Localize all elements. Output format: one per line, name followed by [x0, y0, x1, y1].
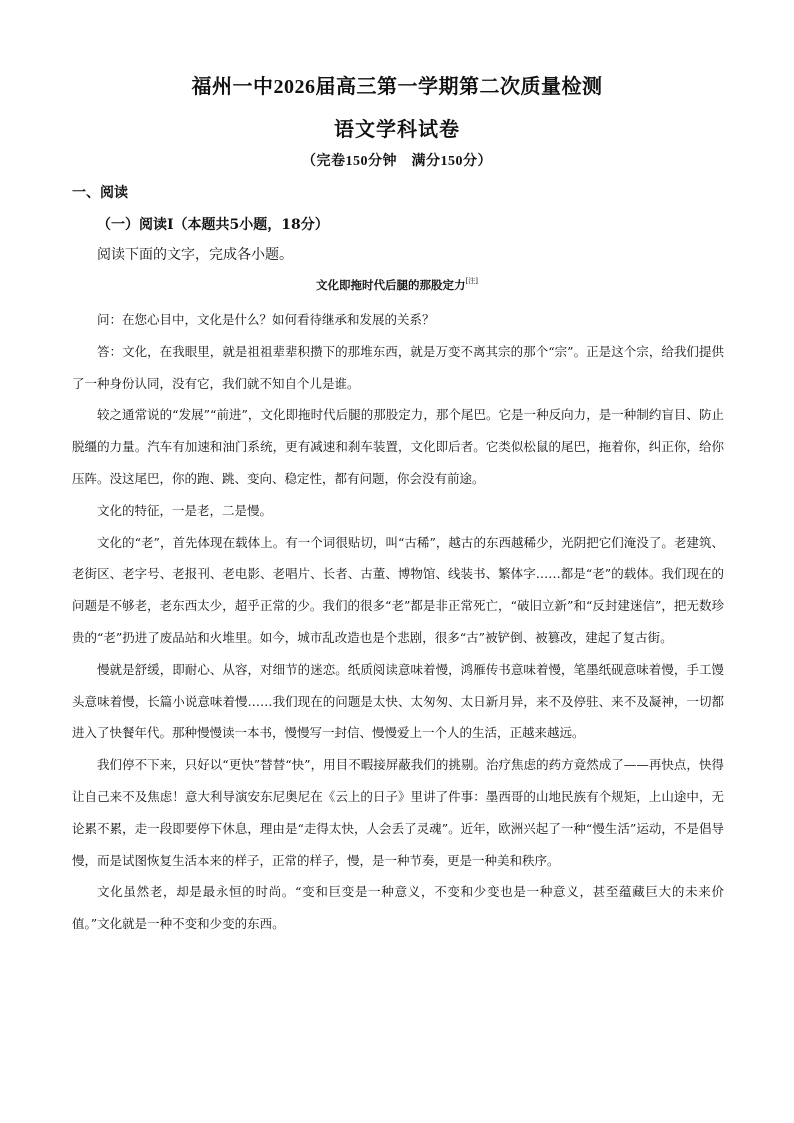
paragraph: 文化的特征，一是老，二是慢。 [97, 502, 273, 518]
paragraph: 答：文化，在我眼里，就是祖祖辈辈积攒下的那堆东西，就是万变不离其宗的那个“宗”。正是这个宗，给我们提供了一种身份认同，没有它，我们就不知自个儿是谁。 [72, 343, 724, 391]
section-heading: 一、阅读 [72, 185, 128, 201]
paragraph: 文化虽然老，却是最永恒的时尚。“变和巨变是一种意义，不变和少变也是一种意义，甚至蕴藏巨大的未来价值。”文化就是一种不变和少变的东西。 [72, 884, 724, 932]
subject-title: 语文学科试卷 [334, 119, 460, 141]
paragraph: 问：在您心目中，文化是什么？如何看待继承和发展的关系？ [97, 312, 435, 327]
exam-info: （完卷150分钟 满分150分） [302, 154, 492, 169]
paragraph: 慢就是舒缓，即耐心、从容，对细节的迷恋。纸质阅读意味着慢，鸿雁传书意味着慢，笔墨纸砚意味着慢，手工馒头意味着慢，长篇小说意味着慢……我们现在的问题是太快、太匆匆、太日新月异，来不及停驻、来不及凝神，一切都进入了快餐年代。那种慢慢读一本书，慢慢写一封信、慢慢爱上一个人的生活，正越来越远。 [72, 661, 724, 741]
paragraph: 文化的“老”，首先体现在载体上。有一个词很贴切，叫“古稀”，越古的东西越稀少，光阴把它们淹没了。老建筑、老街区、老字号、老报刊、老电影、老唱片、长者、古董、博物馆、线装书、繁体字……都是“老”的载体。我们现在的问题是不够老，老东西太少，超乎正常的少。我们的很多“老”都是非正常死亡，“破旧立新”和“反封建迷信”，把无数珍贵的“老”扔进了废品站和火堆里。如今，城市乱改造也是个悲剧，很多“古”被铲倒、被篡改，建起了复古街。 [72, 534, 724, 645]
article-body [72, 304, 724, 940]
article-title-text: 文化即拖时代后腿的那股定力 [316, 278, 466, 292]
paragraph: 较之通常说的“发展”“前进”，文化即拖时代后腿的那股定力，那个尾巴。它是一种反向力，是一种制约盲目、防止脱缰的力量。汽车有加速和油门系统，更有减速和刹车装置，文化即后者。它类似松鼠的尾巴，拖着你，纠正你，给你压阵。没这尾巴，你的跑、跳、变向、稳定性，都有问题，你会没有前途。 [72, 407, 724, 486]
instruction-text: 阅读下面的文字，完成各小题。 [97, 247, 293, 263]
article-title [0, 276, 794, 293]
exam-title: 福州一中2026届高三第一学期第二次质量检测 [191, 76, 603, 98]
sub-section-heading: （一）阅读Ⅰ（本题共5小题，18分） [97, 217, 329, 233]
paragraph: 我们停不下来，只好以“更快”替替“快”，用目不暇接屏蔽我们的挑剔。治疗焦虑的药方竟然成了——再快点，快得让自己来不及焦虑！意大利导演安东尼奥尼在《云上的日子》里讲了件事：墨西哥的山地民族有个规矩，上山途中，无论累不累，走一段即要停下休息，理由是“走得太快，人会丢了灵魂”。近年，欧洲兴起了一种“慢生活”运动，不是倡导慢，而是试图恢复生活本来的样子，正常的样子，慢，是一种节奏，更是一种美和秩序。 [72, 757, 724, 868]
article-title-note: [注] [465, 277, 478, 285]
